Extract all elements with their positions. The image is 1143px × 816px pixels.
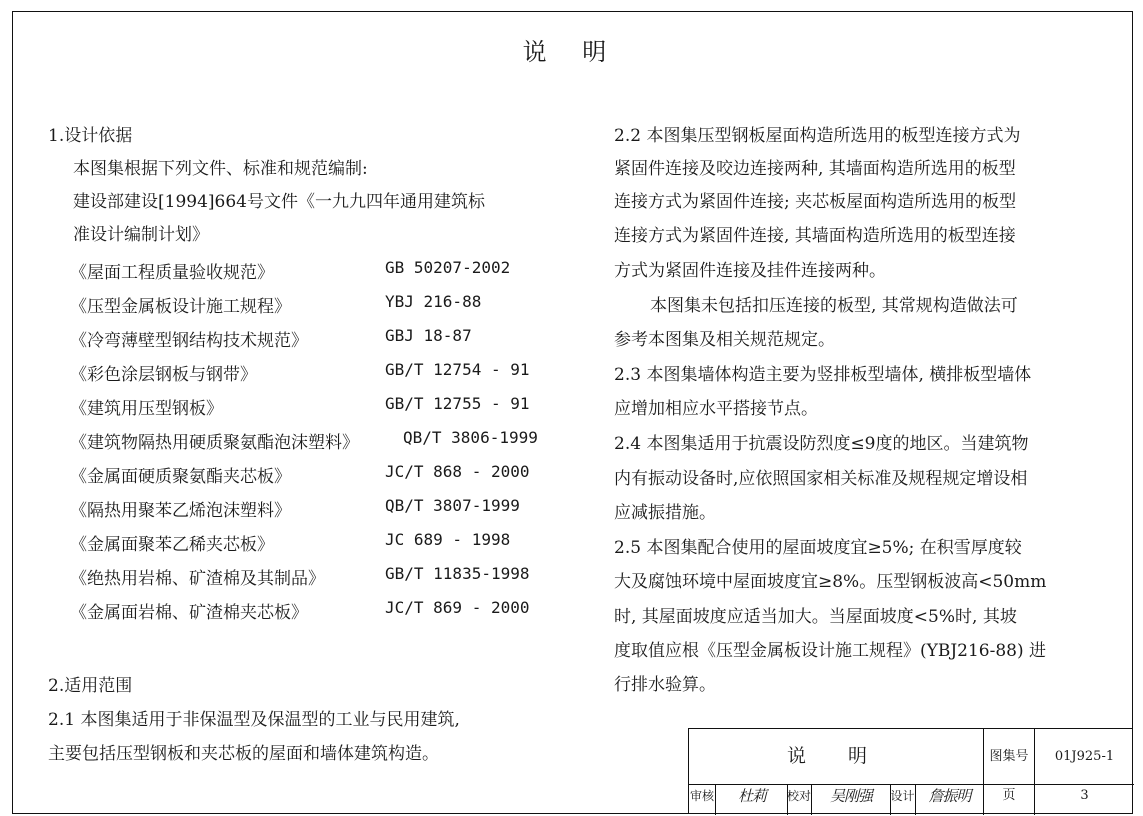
- right-text-line: 参考本图集及相关规范规定。: [614, 330, 835, 350]
- right-text-line: 连接方式为紧固件连接, 其墙面构造所选用的板型连接: [614, 226, 1016, 246]
- left-text-line: 准设计编制计划》: [73, 225, 209, 245]
- standard-name: 《金属面硬质聚氨酯夹芯板》: [70, 467, 291, 487]
- standard-name: 《彩色涂层钢板与钢带》: [70, 365, 257, 385]
- standard-code: JC/T 868 - 2000: [385, 462, 530, 481]
- title-block-title: 说 明: [786, 745, 886, 767]
- right-text-line: 连接方式为紧固件连接; 夹芯板屋面构造所选用的板型: [614, 192, 1017, 212]
- right-text-line: 紧固件连接及咬边连接两种, 其墙面构造所选用的板型: [614, 159, 1016, 179]
- standard-name: 《绝热用岩棉、矿渣棉及其制品》: [70, 569, 325, 589]
- right-text-line: 度取值应根《压型金属板设计施工规程》(YBJ216-88) 进: [614, 641, 1047, 661]
- right-text-line: 应减振措施。: [614, 503, 716, 523]
- right-text-line: 应增加相应水平搭接节点。: [614, 399, 818, 419]
- right-text-line: 行排水验算。: [614, 675, 716, 695]
- standard-code: GB/T 11835-1998: [385, 564, 530, 583]
- review-signature: 杜莉: [737, 787, 766, 805]
- standard-code: YBJ 216-88: [385, 292, 482, 311]
- title-block: [688, 728, 1133, 814]
- section-1-heading: 1.设计依据: [48, 126, 133, 146]
- right-text-line: 2.3 本图集墙体构造主要为竖排板型墙体, 横排板型墙体: [614, 365, 1032, 385]
- standard-name: 《建筑物隔热用硬质聚氨酯泡沫塑料》: [70, 433, 359, 453]
- standard-code: QB/T 3806-1999: [403, 428, 538, 447]
- right-text-line: 2.2 本图集压型钢板屋面构造所选用的板型连接方式为: [614, 126, 1021, 146]
- atlas-number-label: 图集号: [989, 749, 1029, 764]
- check-label: 校对: [787, 789, 812, 803]
- standard-code: GB/T 12755 - 91: [385, 394, 530, 413]
- right-text-line: 时, 其屋面坡度应适当加大。当屋面坡度<5%时, 其坡: [614, 607, 1017, 627]
- page-number: 3: [1080, 788, 1089, 803]
- page-title: 说 明: [522, 38, 621, 66]
- check-signature: 吴刚强: [829, 787, 872, 805]
- standard-name: 《建筑用压型钢板》: [70, 399, 223, 419]
- standard-name: 《隔热用聚苯乙烯泡沫塑料》: [70, 501, 291, 521]
- page-label: 页: [1002, 788, 1016, 803]
- standard-code: JC/T 869 - 2000: [385, 598, 530, 617]
- left-text-line: 建设部建设[1994]664号文件《一九九四年通用建筑标: [73, 192, 485, 212]
- right-text-line: 2.5 本图集配合使用的屋面坡度宜≥5%; 在积雪厚度较: [614, 538, 1022, 558]
- right-text-line: 本图集未包括扣压连接的板型, 其常规构造做法可: [650, 296, 1018, 316]
- standard-code: QB/T 3807-1999: [385, 496, 520, 515]
- left-text-line: 本图集根据下列文件、标准和规范编制:: [73, 159, 368, 179]
- divider: [715, 784, 716, 815]
- left-text-line: 2.1 本图集适用于非保温型及保温型的工业与民用建筑,: [48, 710, 460, 730]
- section-2-heading: 2.适用范围: [48, 676, 133, 696]
- standard-name: 《金属面聚苯乙稀夹芯板》: [70, 535, 274, 555]
- standard-name: 《屋面工程质量验收规范》: [70, 263, 274, 283]
- right-text-line: 2.4 本图集适用于抗震设防烈度≤9度的地区。当建筑物: [614, 434, 1029, 454]
- review-label: 审核: [689, 789, 714, 803]
- standard-code: GBJ 18-87: [385, 326, 472, 345]
- standard-code: GB 50207-2002: [385, 258, 511, 277]
- standard-name: 《金属面岩棉、矿渣棉夹芯板》: [70, 603, 308, 623]
- design-signature: 詹振明: [928, 787, 971, 805]
- standard-code: GB/T 12754 - 91: [385, 360, 530, 379]
- standard-name: 《压型金属板设计施工规程》: [70, 297, 291, 317]
- right-text-line: 方式为紧固件连接及挂件连接两种。: [614, 261, 886, 281]
- standard-code: JC 689 - 1998: [385, 530, 511, 549]
- right-text-line: 大及腐蚀环境中屋面坡度宜≥8%。压型钢板波高<50mm: [614, 572, 1047, 592]
- standard-name: 《冷弯薄壁型钢结构技术规范》: [70, 331, 308, 351]
- right-text-line: 内有振动设备时,应依照国家相关标准及规程规定增设相: [614, 469, 1028, 489]
- design-label: 设计: [890, 789, 915, 803]
- left-text-line: 主要包括压型钢板和夹芯板的屋面和墙体建筑构造。: [48, 744, 439, 764]
- standards-list: [48, 258, 568, 638]
- atlas-number: 01J925-1: [1054, 749, 1115, 764]
